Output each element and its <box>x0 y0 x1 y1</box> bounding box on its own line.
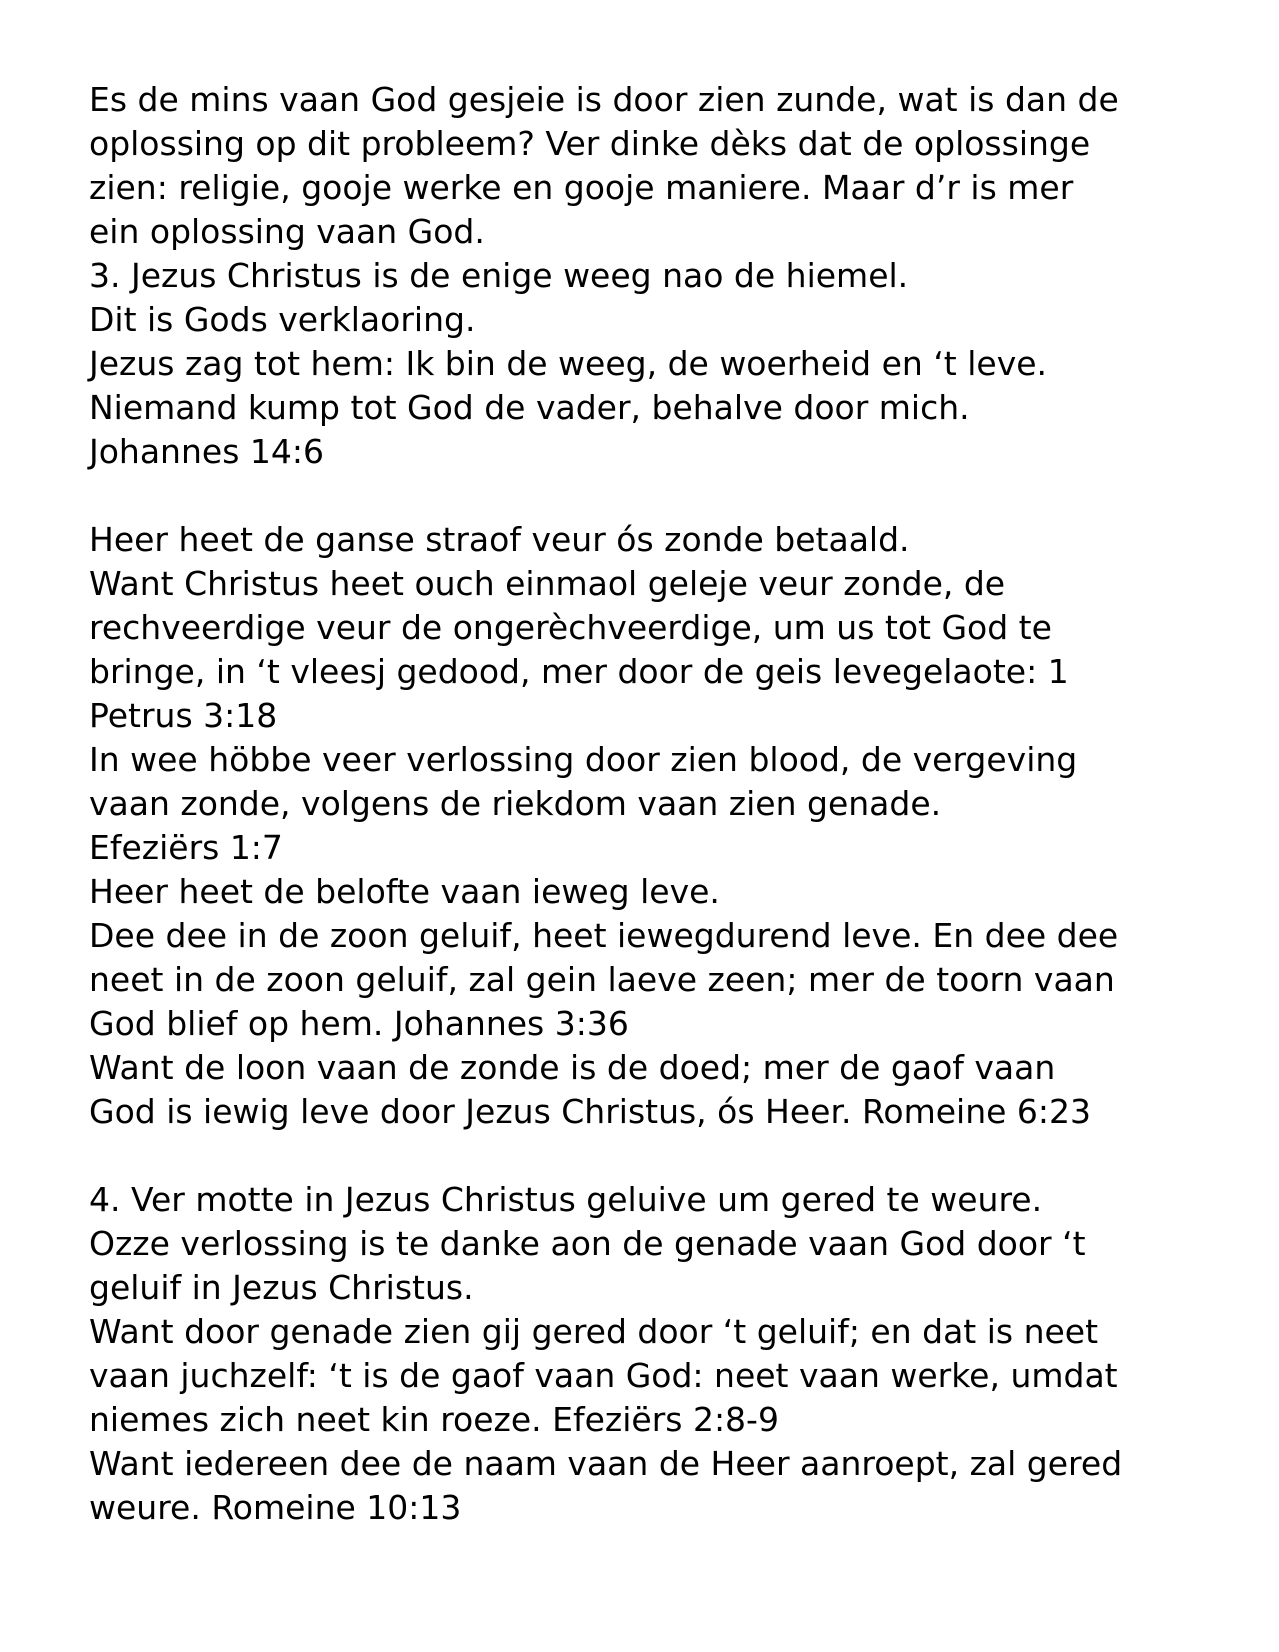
text-line: niemes zich neet kin roeze. Efeziërs 2:8-9 <box>89 1400 779 1439</box>
text-line: Want Christus heet ouch einmaol geleje veur zonde, de <box>89 564 1006 603</box>
section-heading: 4. Ver motte in Jezus Christus geluive um gered te weure. <box>89 1180 1043 1219</box>
text-line: zien: religie, gooje werke en gooje maniere. Maar d’r is mer <box>89 168 1074 207</box>
text-line: Dit is Gods verklaoring. <box>89 300 476 339</box>
text-line: Heer heet de ganse straof veur ós zonde betaald. <box>89 520 910 559</box>
text-line: God blief op hem. Johannes 3:36 <box>89 1004 629 1043</box>
text-line: In wee höbbe veer verlossing door zien blood, de vergeving <box>89 740 1078 779</box>
document-page <box>89 78 1239 1530</box>
text-line: vaan juchzelf: ‘t is de gaof vaan God: neet vaan werke, umdat <box>89 1356 1118 1395</box>
text-line: ein oplossing vaan God. <box>89 212 485 251</box>
text-line: Jezus zag tot hem: Ik bin de weeg, de woerheid en ‘t leve. <box>89 344 1048 383</box>
scripture-reference: Efeziërs 1:7 <box>89 828 283 867</box>
text-line: Ozze verlossing is te danke aon de genade vaan God door ‘t <box>89 1224 1086 1263</box>
text-line: Want de loon vaan de zonde is de doed; mer de gaof vaan <box>89 1048 1056 1087</box>
text-line: geluif in Jezus Christus. <box>89 1268 474 1307</box>
scripture-reference: Johannes 14:6 <box>89 432 324 471</box>
text-line: Dee dee in de zoon geluif, heet iewegdurend leve. En dee dee <box>89 916 1119 955</box>
text-line: bringe, in ‘t vleesj gedood, mer door de geis levegelaote: 1 <box>89 652 1069 691</box>
section-heading: 3. Jezus Christus is de enige weeg nao de hiemel. <box>89 256 909 295</box>
scripture-reference: Petrus 3:18 <box>89 696 278 735</box>
text-line: Want door genade zien gij gered door ‘t geluif; en dat is neet <box>89 1312 1099 1351</box>
text-line: Heer heet de belofte vaan ieweg leve. <box>89 872 720 911</box>
text-line: vaan zonde, volgens de riekdom vaan zien genade. <box>89 784 942 823</box>
blank-line <box>89 1134 1239 1178</box>
blank-line <box>89 474 1239 518</box>
text-line: neet in de zoon geluif, zal gein laeve zeen; mer de toorn vaan <box>89 960 1115 999</box>
text-line: oplossing op dit probleem? Ver dinke dèks dat de oplossinge <box>89 124 1091 163</box>
text-line: God is iewig leve door Jezus Christus, ós Heer. Romeine 6:23 <box>89 1092 1092 1131</box>
text-line: Es de mins vaan God gesjeie is door zien zunde, wat is dan de <box>89 80 1119 119</box>
text-line: Niemand kump tot God de vader, behalve door mich. <box>89 388 970 427</box>
text-line: rechveerdige veur de ongerèchveerdige, um us tot God te <box>89 608 1052 647</box>
text-line: Want iedereen dee de naam vaan de Heer aanroept, zal gered <box>89 1444 1123 1483</box>
text-line: weure. Romeine 10:13 <box>89 1488 462 1527</box>
